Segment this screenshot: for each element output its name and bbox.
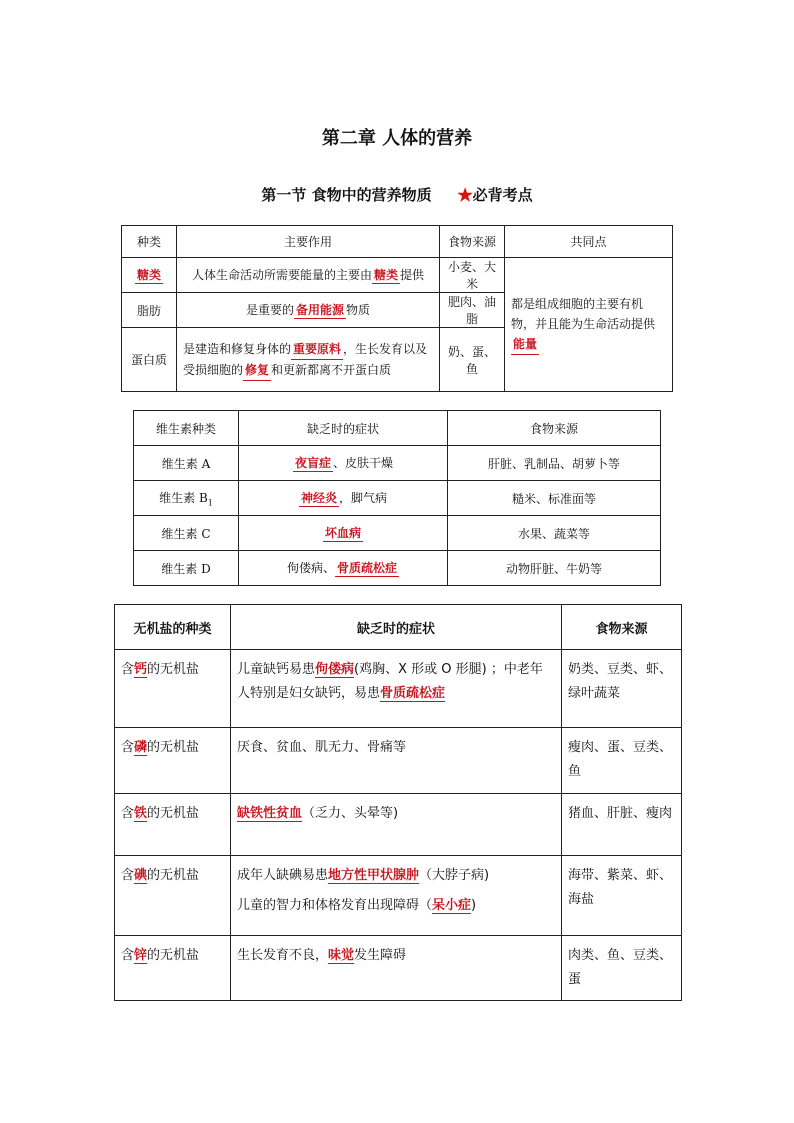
- source-cell: 糙米、标准面等: [448, 481, 661, 516]
- answer-blank: 碘: [134, 868, 148, 883]
- source-cell: 肥肉、油脂: [440, 293, 505, 328]
- answer-blank: 味觉: [328, 948, 355, 963]
- header-vitamin: 维生素种类: [134, 411, 239, 446]
- type-cell: [122, 258, 177, 293]
- mineral-name: 含锌的无机盐: [115, 936, 231, 1001]
- source-cell: 海带、紫菜、虾、海盐: [562, 856, 682, 936]
- symptom-cell: 缺铁性贫血（乏力、头晕等): [231, 794, 562, 856]
- header-source: 食物来源: [562, 605, 682, 650]
- section-title: [0, 184, 794, 205]
- mineral-name: 含铁的无机盐: [115, 794, 231, 856]
- answer-blank: 锌: [134, 948, 148, 963]
- source-cell: 奶、蛋、鱼: [440, 328, 505, 392]
- header-source: 食物来源: [448, 411, 661, 446]
- symptom-cell: 神经炎 ，脚气病: [239, 481, 448, 516]
- header-function: 主要作用: [177, 226, 440, 258]
- chapter-title: 第二章 人体的营养: [321, 128, 473, 149]
- answer-blank: 骨质疏松症: [337, 561, 398, 575]
- answer-blank: 能量: [511, 334, 539, 355]
- source-cell: 奶类、豆类、虾、绿叶蔬菜: [562, 650, 682, 728]
- answer-blank: 重要原料: [291, 339, 343, 360]
- answer-blank: 呆小症: [432, 898, 472, 913]
- header-mineral: 无机盐的种类: [115, 605, 231, 650]
- symptom-cell: [239, 516, 448, 551]
- section-heading: 第一节 食物中的营养物质: [261, 186, 432, 204]
- mineral-table: [114, 604, 682, 1001]
- table-row: [134, 551, 661, 586]
- answer-blank: 磷: [134, 740, 148, 755]
- source-cell: 瘦肉、蛋、豆类、鱼: [562, 728, 682, 794]
- vitamin-name: 维生素 $B_1$: [134, 481, 239, 516]
- answer-blank: 钙: [134, 662, 148, 677]
- table-row: [115, 856, 682, 936]
- function-cell: 是建造和修复身体的 重要原料 ，生长发育以及受损细胞的 修复 和更新都离不开蛋白质: [177, 328, 440, 392]
- star-icon: ★: [457, 186, 473, 204]
- answer-blank: 缺铁性贫血: [237, 806, 303, 821]
- source-cell: 肝脏、乳制品、胡萝卜等: [448, 446, 661, 481]
- table-row: [134, 516, 661, 551]
- answer-blank: 坏血病: [324, 526, 361, 540]
- table-row: [115, 728, 682, 794]
- vitamin-name: 维生素 D: [134, 551, 239, 586]
- answer-blank: 糖类: [373, 268, 398, 282]
- answer-blank: 神经炎: [300, 491, 337, 505]
- header-symptom: 缺乏时的症状: [239, 411, 448, 446]
- vitamin-name: 维生素 A: [134, 446, 239, 481]
- mineral-name: 含钙的无机盐: [115, 650, 231, 728]
- answer-blank: 铁: [134, 806, 148, 821]
- source-cell: 小麦、大米: [440, 258, 505, 293]
- symptom-cell: 儿童缺钙易患佝偻病(鸡胸、X 形或 O 形腿) ；中老年人特别是妇女缺钙，易患骨质疏松症: [231, 650, 562, 728]
- answer-blank: 地方性甲状腺肿: [328, 868, 420, 883]
- common-cell: 都是组成细胞的主要有机物，并且能为生命活动提供能量: [505, 258, 673, 392]
- table-row: [134, 446, 661, 481]
- table-row: [115, 794, 682, 856]
- symptom-cell: 夜盲症 、皮肤干燥: [239, 446, 448, 481]
- vitamin-name: 维生素 C: [134, 516, 239, 551]
- symptom-cell: 生长发育不良，味觉发生障碍: [231, 936, 562, 1001]
- table-row: [134, 481, 661, 516]
- answer-blank: 修复: [243, 360, 271, 381]
- table-row: [115, 936, 682, 1001]
- type-cell: 脂肪: [122, 293, 177, 328]
- header-type: 种类: [122, 226, 177, 258]
- function-cell: 人体生命活动所需要能量的主要由 糖类 提供: [177, 258, 440, 293]
- answer-blank: 糖类: [136, 268, 161, 282]
- vitamin-table: [133, 410, 661, 586]
- symptom-cell: 成年人缺碘易患地方性甲状腺肿（大脖子病) 儿童的智力和体格发育出现障碍（呆小症): [231, 856, 562, 936]
- source-cell: 动物肝脏、牛奶等: [448, 551, 661, 586]
- table-row: [115, 650, 682, 728]
- header-common: 共同点: [505, 226, 673, 258]
- function-cell: 是重要的 备用能源 物质: [177, 293, 440, 328]
- nutrient-table: [121, 225, 673, 392]
- answer-blank: 佝偻病: [315, 662, 355, 677]
- source-cell: 肉类、鱼、豆类、蛋: [562, 936, 682, 1001]
- source-cell: 水果、蔬菜等: [448, 516, 661, 551]
- header-source: 食物来源: [440, 226, 505, 258]
- answer-blank: 夜盲症: [294, 456, 331, 470]
- symptom-cell: 厌食、贫血、肌无力、骨痛等: [231, 728, 562, 794]
- source-cell: 猪血、肝脏、瘦肉: [562, 794, 682, 856]
- answer-blank: 骨质疏松症: [380, 686, 446, 701]
- answer-blank: 备用能源: [295, 303, 344, 317]
- must-know-label: 必背考点: [472, 186, 533, 204]
- mineral-name: 含碘的无机盐: [115, 856, 231, 936]
- mineral-name: 含磷的无机盐: [115, 728, 231, 794]
- header-symptom: 缺乏时的症状: [231, 605, 562, 650]
- symptom-cell: 佝偻病、 骨质疏松症: [239, 551, 448, 586]
- type-cell: 蛋白质: [122, 328, 177, 392]
